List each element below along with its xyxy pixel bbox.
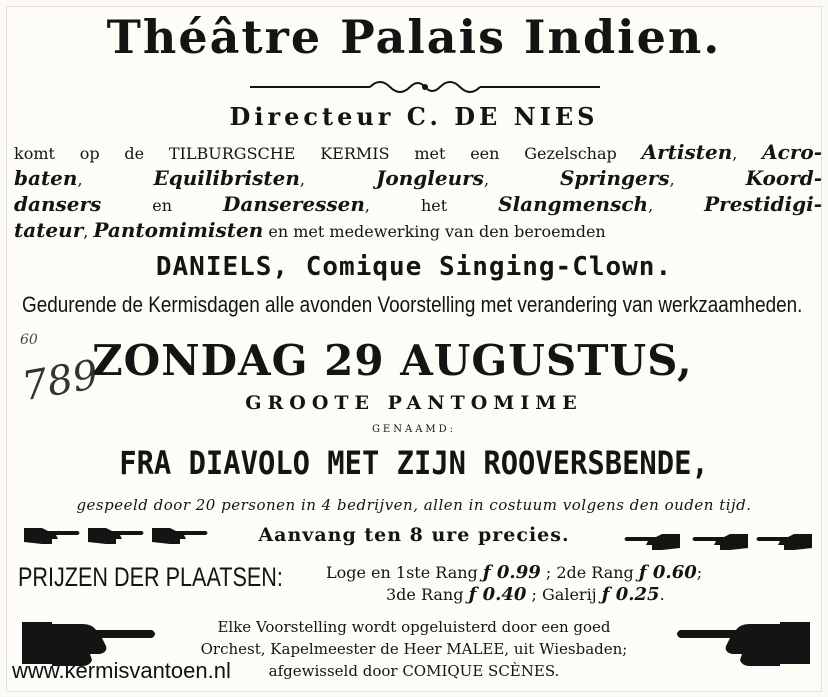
body-line-3: dansers en Danseressen, het Slangmensch, Prestidigi-: [14, 192, 823, 216]
gedurende-line: Gedurende de Kermisdagen alle avonden Voorstelling met verandering van werkzaamheden.: [22, 292, 803, 317]
price-row-2: [386, 584, 828, 605]
price-label: Loge en 1ste Rang: [326, 563, 478, 582]
body-bold: Slangmensch: [498, 192, 649, 216]
body-bold: Artisten: [641, 140, 733, 164]
director-line: Directeur C. DE NIES: [229, 102, 599, 131]
poster-title: Théâtre Palais Indien.: [106, 10, 722, 64]
body-line-1: [14, 140, 822, 164]
body-bold: Pantomimisten: [93, 218, 264, 242]
price-value: ƒ 0.25: [601, 584, 660, 605]
price-label: ; 2de Rang: [545, 563, 634, 582]
price-row-1: [326, 562, 816, 583]
date-headline: ZONDAG 29 AUGUSTUS,: [92, 336, 693, 385]
pointing-hand-icon: [622, 530, 682, 552]
footer-line-2: Orchest, Kapelmeester de Heer MALEE, uit Wiesbaden;: [200, 640, 628, 658]
body-text: ,: [732, 144, 738, 163]
genaamd-label: GENAAMD:: [371, 424, 457, 435]
body-bold: Jongleurs: [375, 166, 484, 190]
price-label: ;: [696, 563, 703, 582]
body-bold: Acro-: [762, 140, 822, 164]
pointing-hand-icon: [690, 530, 750, 552]
body-bold: Equilibristen: [153, 166, 300, 190]
handwritten-number: 789: [18, 351, 102, 411]
body-bold: Springers: [559, 166, 670, 190]
body-bold: Danseressen: [223, 192, 365, 216]
website-watermark: www.kermisvantoen.nl: [12, 658, 231, 683]
large-pointing-hand-icon: [672, 612, 812, 672]
price-value: ƒ 0.40: [468, 584, 527, 605]
play-title: FRA DIAVOLO MET ZIJN ROOVERSBENDE,: [119, 444, 709, 482]
body-bold: dansers: [14, 192, 102, 216]
body-bold: baten: [14, 166, 78, 190]
price-label: .: [659, 585, 665, 604]
daniels-line: DANIELS, Comique Singing-Clown.: [155, 252, 673, 282]
price-label: 3de Rang: [386, 585, 464, 604]
body-text: en met medewerking van den beroemden: [268, 222, 606, 241]
footer-line-3: afgewisseld door COMIQUE SCÈNES.: [268, 662, 560, 680]
body-text: en: [152, 196, 173, 215]
body-bold: tateur: [14, 218, 84, 242]
prices-heading: PRIJZEN DER PLAATSEN:: [18, 562, 283, 592]
body-text: komt op de TILBURGSCHE KERMIS met een Gezelschap: [14, 144, 617, 163]
pointing-hand-icon: [754, 530, 814, 552]
body-text: , het: [364, 196, 448, 215]
ornament-divider: [250, 76, 600, 98]
price-value: ƒ 0.60: [638, 562, 697, 583]
handwritten-small-note: 60: [20, 332, 38, 348]
body-line-4: tateur, Pantomimisten en met medewerking van den beroemden: [14, 218, 606, 242]
body-bold: Prestidigi-: [704, 192, 823, 216]
performance-details: gespeeld door 20 personen in 4 bedrijven, allen in costuum volgens den ouden tijd.: [76, 496, 752, 514]
price-value: ƒ 0.99: [482, 562, 541, 583]
pantomime-heading: GROOTE PANTOMIME: [245, 392, 583, 414]
price-label: ; Galerij: [531, 585, 597, 604]
start-time: Aanvang ten 8 ure precies.: [258, 524, 570, 546]
footer-line-1: Elke Voorstelling wordt opgeluisterd door een goed: [217, 618, 611, 636]
body-bold: Koord-: [745, 166, 823, 190]
body-line-2: baten, Equilibristen, Jongleurs, Springers, Koord-: [14, 166, 823, 190]
